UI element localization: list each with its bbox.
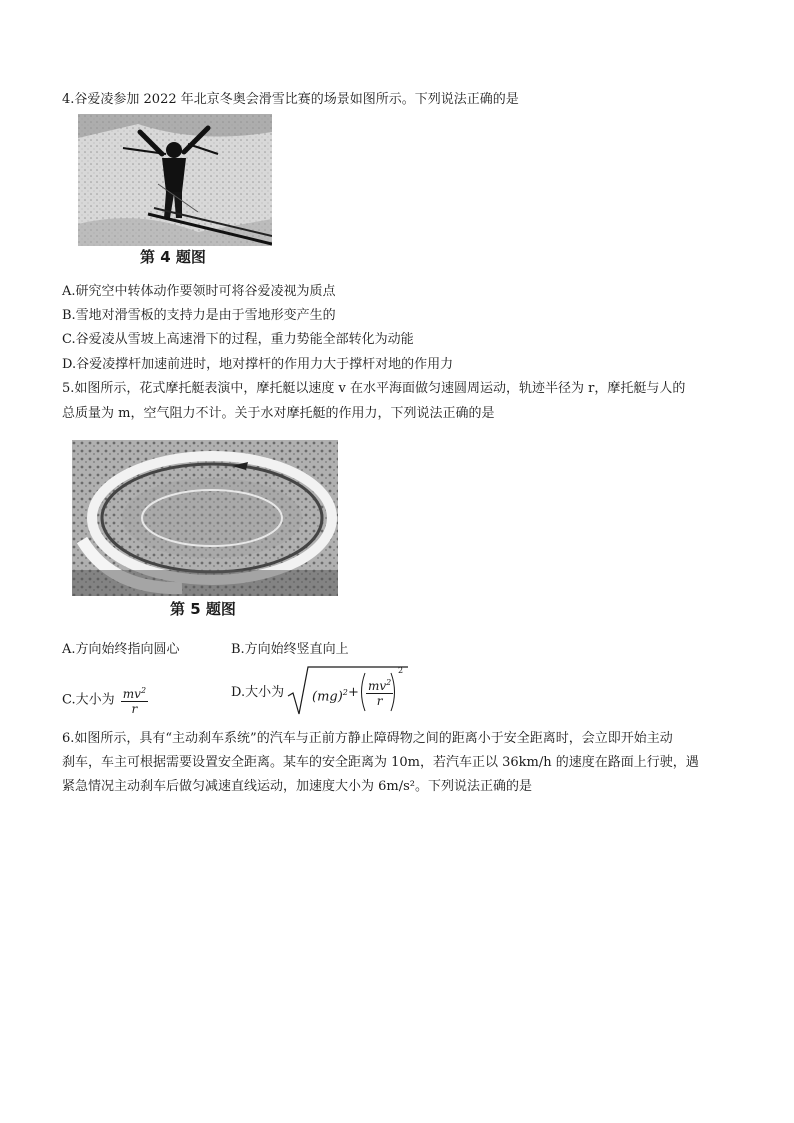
q5-stem-line2: 总质量为 m，空气阻力不计。关于水对摩托艇的作用力，下列说法正确的是 [62, 406, 495, 421]
q5-stem-line1: 5.如图所示，花式摩托艇表演中，摩托艇以速度 v 在水平海面做匀速圆周运动，轨迹半径为 r，摩托艇与人的 [62, 381, 686, 396]
q5-option-d [231, 684, 284, 702]
q5-option-d-label: D.大小为 [231, 685, 285, 700]
q4-ski-photo [78, 114, 272, 246]
q5-d-exp2: 2 [386, 678, 392, 687]
q5-option-b: B.方向始终竖直向上 [231, 642, 349, 657]
q5-option-a: A.方向始终指向圆心 [62, 642, 180, 657]
q5-d-fraction [366, 676, 393, 708]
q5-c-numerator: mv [122, 687, 141, 701]
q4-stem: 4.谷爱凌参加 2022 年北京冬奥会滑雪比赛的场景如图所示。下列说法正确的是 [62, 92, 519, 107]
q5-c-exponent: 2 [140, 686, 147, 695]
q5-option-c-label: C.大小为 [62, 692, 115, 708]
q5-d-exp3: 2 [398, 666, 404, 675]
q5-option-c-fraction [121, 684, 148, 716]
q5-d-numerator: mv [368, 679, 387, 693]
q5-d-left-paren [358, 672, 366, 712]
q5-figure-caption: 第 5 题图 [170, 600, 236, 618]
q5-jetski-photo [72, 440, 338, 596]
q4-option-b: B.雪地对滑雪板的支持力是由于雪地形变产生的 [62, 308, 336, 323]
q5-d-mg: (mg)$^2$ [312, 688, 348, 705]
q5-d-exp1: 2 [342, 688, 348, 697]
q4-option-d: D.谷爱凌撑杆加速前进时，地对撑杆的作用力大于撑杆对地的作用力 [62, 357, 454, 372]
q4-option-c: C.谷爱凌从雪坡上高速滑下的过程，重力势能全部转化为动能 [62, 332, 414, 347]
q6-line2: 刹车，车主可根据需要设置安全距离。某车的安全距离为 10m，若汽车正以 36km/h 的速度在路面上行驶，遇 [62, 755, 699, 770]
q4-figure-caption: 第 4 题图 [140, 248, 206, 266]
q6-line1: 6.如图所示，具有“主动刹车系统”的汽车与正前方静止障碍物之间的距离小于安全距离时，会立即开始主动 [62, 731, 673, 746]
q5-c-denominator: r [131, 702, 138, 716]
q6-line3: 紧急情况主动刹车后做匀减速直线运动，加速度大小为 6m/s²。下列说法正确的是 [62, 779, 532, 794]
q5-d-denominator: r [376, 694, 383, 708]
q4-option-a: A.研究空中转体动作要领时可将谷爱凌视为质点 [62, 284, 336, 299]
q5-d-plus: + [348, 685, 359, 700]
q5-option-c [62, 684, 148, 716]
